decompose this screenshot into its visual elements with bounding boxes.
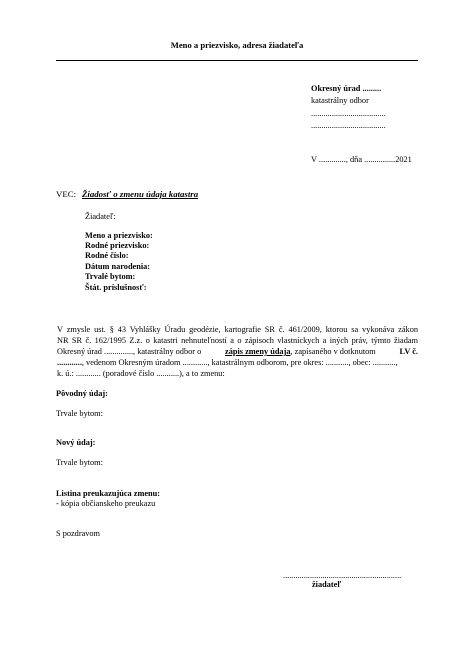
attachments-item: - kópia občianskeho preukazu: [56, 499, 156, 508]
recipient-department: katastrálny odbor: [311, 96, 369, 105]
attachments-heading: Listina preukazujúca zmenu:: [56, 489, 161, 498]
body-line-2: NR SR č. 162/1995 Z.z. o katastri nehnuteľností a o zápisoch vlastníckych a iných práv, týmto žiadam: [57, 336, 418, 345]
subject-label: VEC:: [56, 189, 77, 199]
closing: S pozdravom: [56, 529, 101, 538]
applicant-heading: Žiadateľ:: [85, 212, 116, 221]
header-title: Meno a priezvisko, adresa žiadateľa: [170, 40, 304, 50]
body-line-5: k. ú.: ............ (poradové číslo ...........), a to zmenu:: [57, 369, 225, 378]
body-line-3-cont: , zapísaného v dotknutom: [290, 347, 376, 356]
recipient-office: Okresný úrad .........: [311, 84, 382, 93]
body-lv-label: LV č.: [399, 347, 418, 356]
recipient-address-line-2: ....................................: [311, 121, 386, 130]
body-line-3-text: Okresný úrad .............., katastrálny odbor o: [57, 347, 202, 356]
body-line-4-text: , vedenom Okresným úradom ............, katastrálnym odborom, pre okres: ..........., obec: ...........,: [81, 358, 398, 367]
applicant-field-birth-date: Dátum narodenia:: [85, 262, 151, 271]
new-heading: Nový údaj:: [56, 438, 96, 447]
applicant-field-birth-number: Rodné číslo:: [85, 251, 129, 260]
date-line: V ............., dňa ...............2021: [311, 155, 412, 164]
original-heading: Pôvodný údaj:: [56, 389, 108, 398]
body-line-4: [57, 358, 398, 367]
subject-text: Žiadosť o zmenu údaja katastra: [82, 189, 199, 199]
new-field: Trvale bytom:: [56, 458, 103, 467]
recipient-address-line-1: ....................................: [311, 109, 386, 118]
applicant-field-birth-surname: Rodné priezvisko:: [85, 241, 150, 250]
body-emphasis-change: zápis zmeny údaja: [225, 347, 291, 356]
signature-label: žiadateľ: [312, 580, 342, 589]
signature-line: .........................................................: [283, 571, 402, 580]
original-field: Trvale bytom:: [56, 409, 103, 418]
body-lv-number: ............: [57, 358, 82, 367]
applicant-field-residence: Trvalé bytom:: [85, 272, 136, 281]
applicant-field-citizenship: Štát. príslušnosť:: [85, 283, 147, 292]
body-line-3: [57, 347, 418, 356]
header-divider: [56, 60, 418, 61]
applicant-field-name: Meno a priezvisko:: [85, 231, 153, 240]
body-line-1: V zmysle ust. § 43 Vyhlášky Úradu geodézie, kartografie SR č. 461/2009, ktorou sa vykonáva zákon: [57, 325, 418, 334]
